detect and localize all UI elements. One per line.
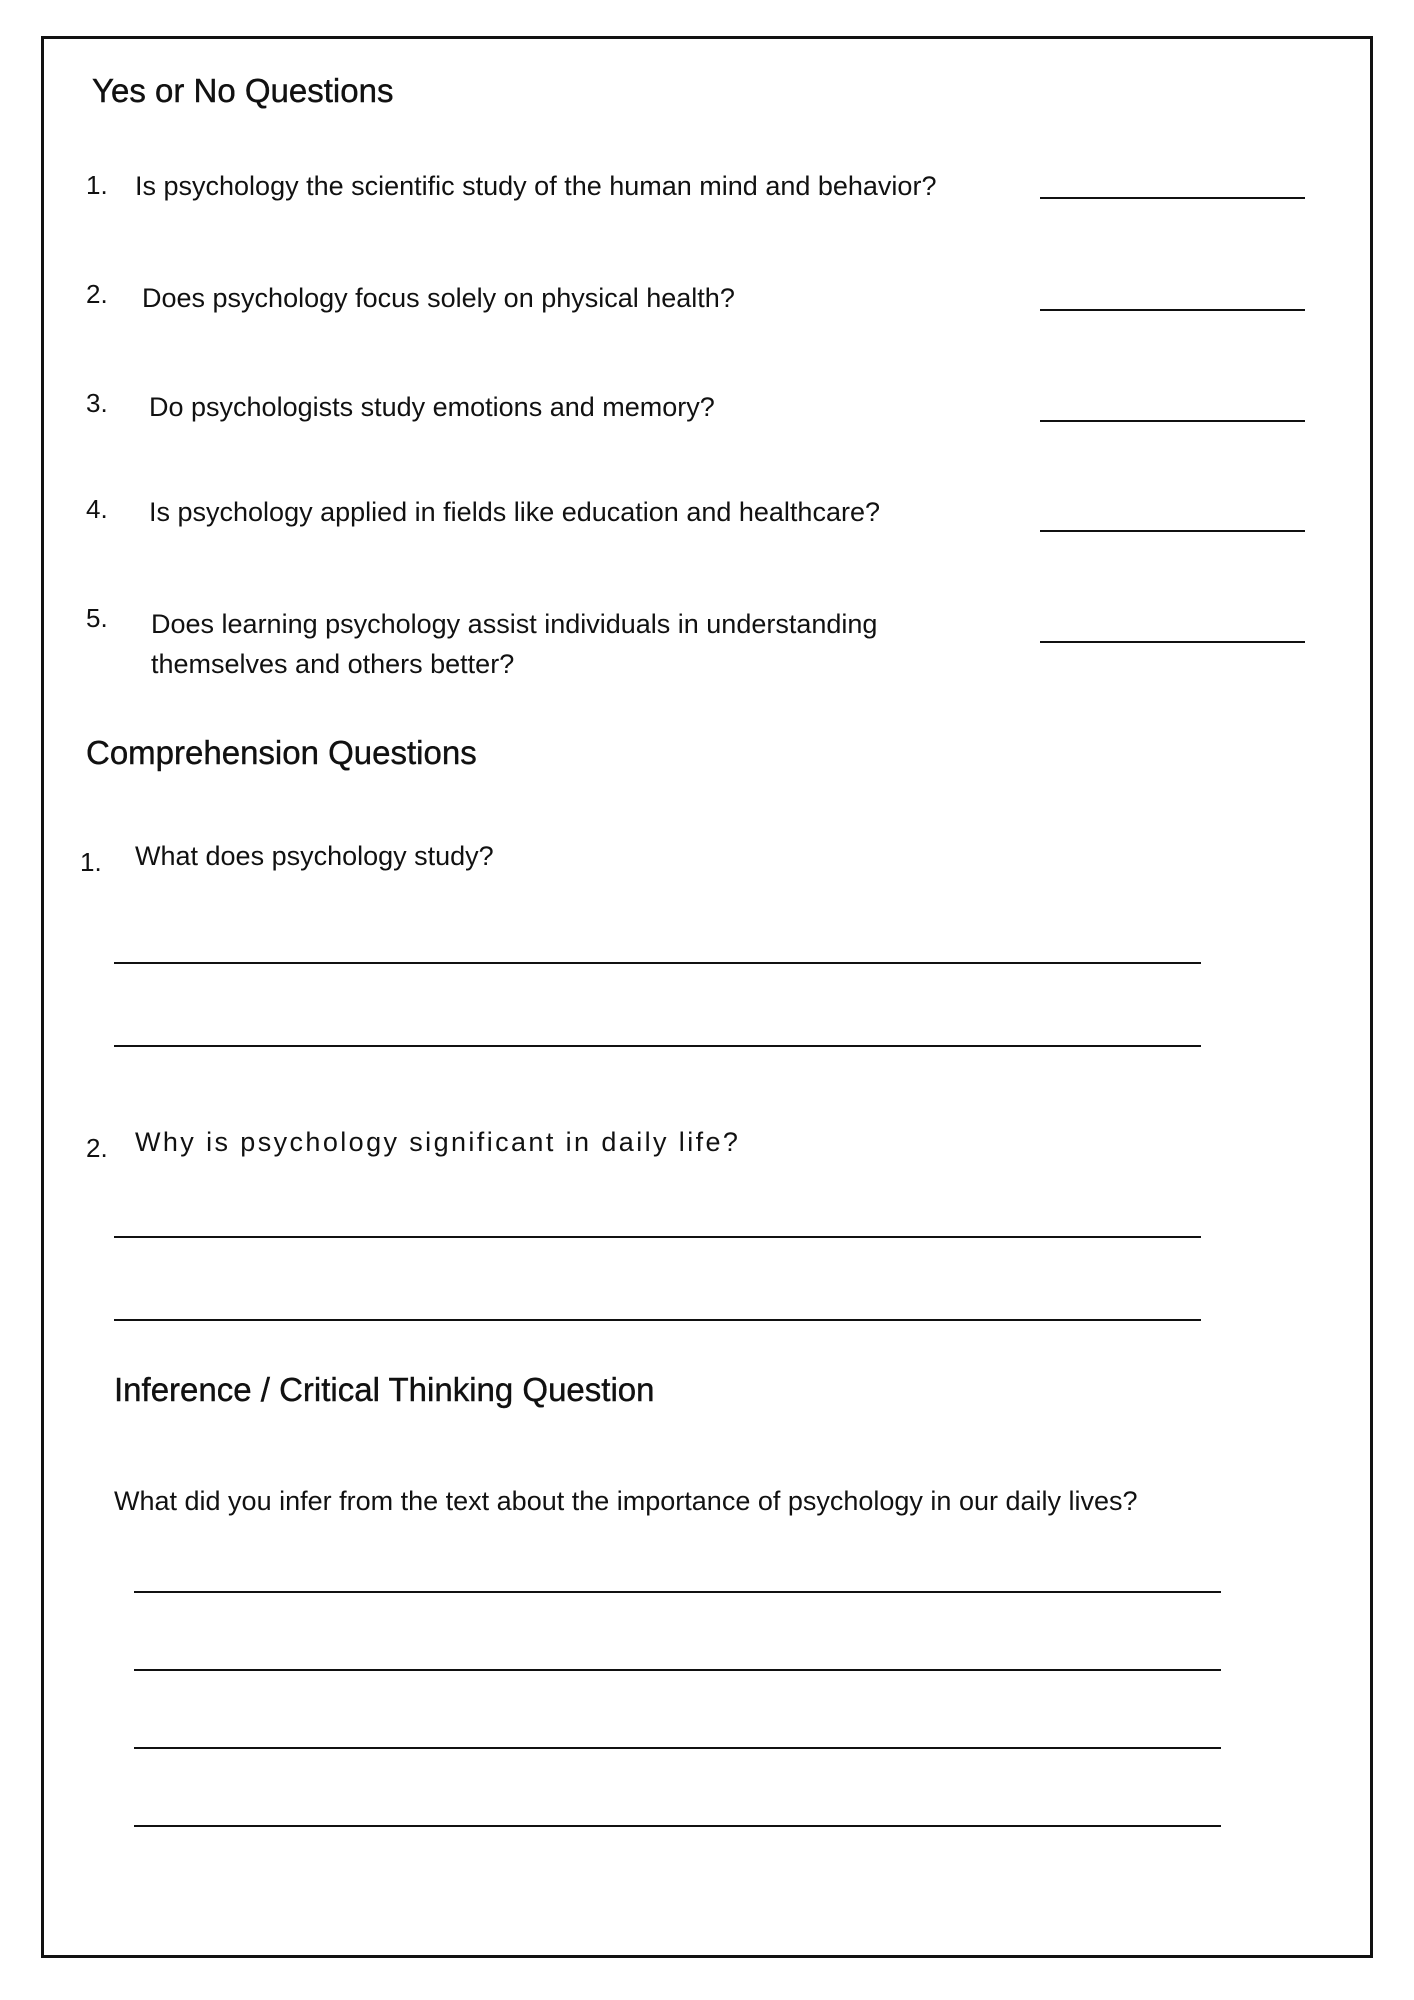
question-text: What does psychology study? — [135, 841, 494, 871]
answer-line[interactable] — [1040, 530, 1305, 532]
comprehension-heading: Comprehension Questions — [86, 734, 477, 771]
answer-line[interactable] — [134, 1825, 1221, 1827]
answer-line[interactable] — [114, 1236, 1201, 1238]
question-number: 2. — [86, 1133, 108, 1163]
question-number: 5. — [86, 603, 108, 633]
answer-line[interactable] — [1040, 309, 1305, 311]
question-text: Do psychologists study emotions and memory? — [149, 392, 715, 422]
answer-line[interactable] — [114, 1045, 1201, 1047]
question-text: Does learning psychology assist individuals in understanding — [151, 609, 878, 639]
answer-line[interactable] — [134, 1747, 1221, 1749]
question-number: 3. — [86, 388, 108, 418]
answer-line[interactable] — [1040, 420, 1305, 422]
answer-line[interactable] — [1040, 641, 1305, 643]
question-text: Is psychology applied in fields like education and healthcare? — [149, 497, 880, 527]
question-number: 4. — [86, 494, 108, 524]
question-text: Is psychology the scientific study of the human mind and behavior? — [135, 171, 937, 201]
question-text: Why is psychology significant in daily life? — [135, 1127, 741, 1157]
question-text: Does psychology focus solely on physical health? — [142, 283, 735, 313]
answer-line[interactable] — [134, 1669, 1221, 1671]
answer-line[interactable] — [114, 1319, 1201, 1321]
question-number: 1. — [86, 170, 108, 200]
question-number: 1. — [80, 847, 102, 877]
inference-heading: Inference / Critical Thinking Question — [114, 1371, 655, 1408]
answer-line[interactable] — [134, 1591, 1221, 1593]
yes-no-heading: Yes or No Questions — [92, 72, 394, 109]
question-text-continued: themselves and others better? — [151, 649, 515, 679]
answer-line[interactable] — [114, 962, 1201, 964]
question-text: What did you infer from the text about the importance of psychology in our daily lives? — [114, 1486, 1138, 1516]
question-number: 2. — [86, 279, 108, 309]
answer-line[interactable] — [1040, 197, 1305, 199]
